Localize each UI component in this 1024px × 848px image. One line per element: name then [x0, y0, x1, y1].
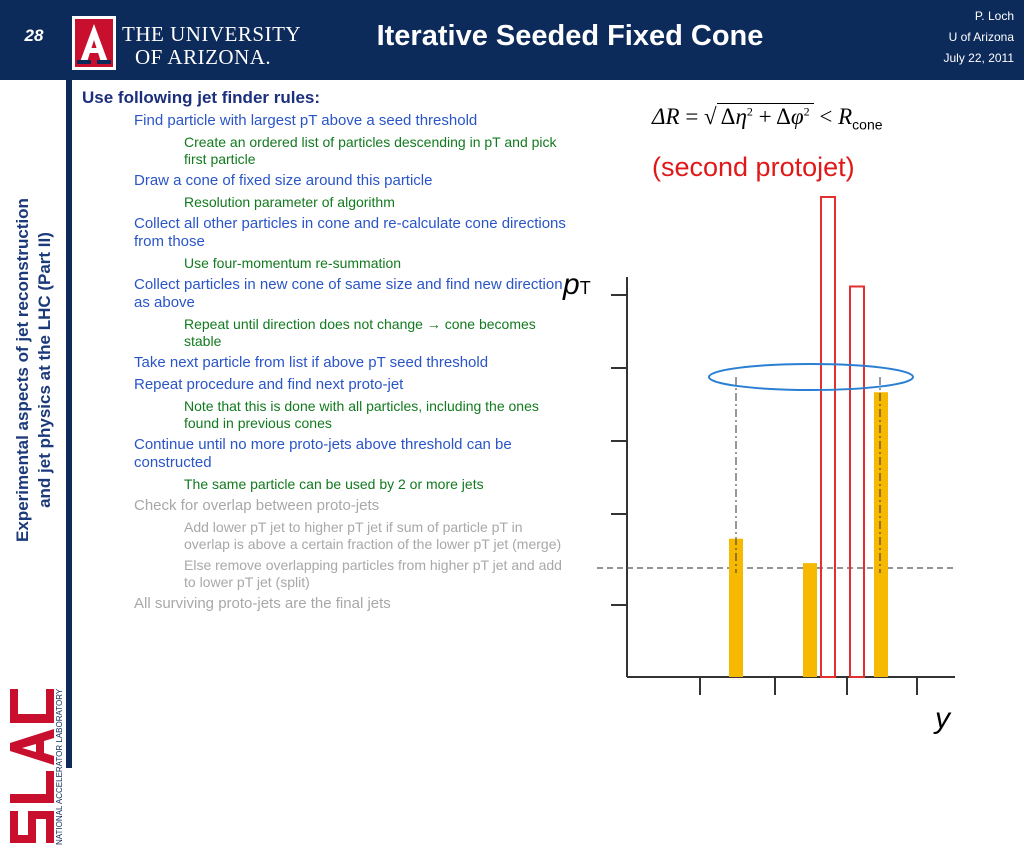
formula-sub: cone	[852, 116, 883, 133]
sidebar-divider	[66, 80, 72, 768]
list-item: Find particle with largest pT above a seed threshold	[134, 112, 478, 129]
formula-equals: =	[685, 104, 699, 129]
y-axis-label-sub: T	[579, 278, 591, 298]
x-axis-label: y	[935, 702, 950, 735]
list-item: Continue until no more proto-jets above threshold can be constructed	[134, 436, 512, 471]
particle-bar	[803, 563, 817, 677]
list-item: Else remove overlapping particles from higher pT jet and add to lower pT jet (split)	[184, 557, 562, 590]
presentation-meta	[944, 6, 1015, 69]
vertical-title-line2: and jet physics at the LHC (Part II)	[35, 232, 54, 508]
list-item: Create an ordered list of particles descending in pT and pick first particle	[184, 134, 557, 167]
list-item: Note that this is done with all particles, including the ones found in previous cones	[184, 398, 539, 431]
chart-marks	[709, 197, 913, 677]
list-item: Take next particle from list if above pT seed threshold	[134, 354, 489, 371]
list-item: Use four-momentum re-summation	[184, 255, 402, 271]
list-item: Resolution parameter of algorithm	[184, 194, 395, 210]
page-title: Iterative Seeded Fixed Cone	[376, 20, 764, 52]
list-item: All surviving proto-jets are the final jets	[134, 595, 391, 612]
cone-ellipse	[709, 364, 913, 390]
university-name-line1: THE UNIVERSITY	[122, 22, 302, 46]
university-name-line2: OF ARIZONA.	[135, 45, 272, 69]
list-item: The same particle can be used by 2 or more jets	[184, 476, 484, 492]
affiliation: U of Arizona	[948, 30, 1014, 44]
list-item: Repeat procedure and find next proto-jet	[134, 376, 404, 393]
list-item: Collect particles in new cone of same size and find new direction as above	[134, 276, 563, 311]
list-item: Repeat until direction does not change → cone becomes stable	[184, 316, 536, 349]
slide-number: 28	[24, 26, 44, 45]
list-item: Draw a cone of fixed size around this particle	[134, 172, 433, 189]
author: P. Loch	[974, 9, 1014, 23]
particle-bar	[821, 197, 835, 677]
list-item: Add lower pT jet to higher pT jet if sum of particle pT in overlap is above a certain fraction of the lower pT jet (merge)	[184, 519, 562, 552]
vertical-title-line1: Experimental aspects of jet reconstruction	[13, 198, 32, 542]
university-logo-icon	[72, 16, 116, 70]
figure-caption: (second protojet)	[652, 152, 855, 182]
rules-heading: Use following jet finder rules:	[82, 88, 321, 107]
left-sidebar	[0, 80, 68, 845]
particle-bar	[874, 392, 888, 677]
particle-pt-chart	[565, 185, 1024, 768]
y-axis-label-main: p	[563, 268, 580, 301]
cone-formula	[652, 104, 883, 133]
formula-lt: <	[819, 104, 833, 129]
formula-r: R	[838, 104, 853, 129]
list-item: Collect all other particles in cone and re-calculate cone directions from those	[134, 215, 566, 250]
date: July 22, 2011	[943, 51, 1014, 65]
vertical-talk-title	[12, 198, 56, 542]
list-item: Check for overlap between proto-jets	[134, 497, 380, 514]
chart-axes	[597, 277, 957, 695]
particle-bar	[850, 286, 864, 677]
slide-header	[0, 0, 1024, 80]
rule-list	[82, 88, 572, 617]
slac-lab-name: NATIONAL ACCELERATOR LABORATORY	[55, 688, 64, 845]
formula-delta-r: ΔR	[652, 104, 680, 129]
sqrt-icon: √ $\Delta\eta^2 + \Delta\varphi^2$	[704, 103, 814, 129]
slac-logo-icon	[2, 665, 64, 848]
